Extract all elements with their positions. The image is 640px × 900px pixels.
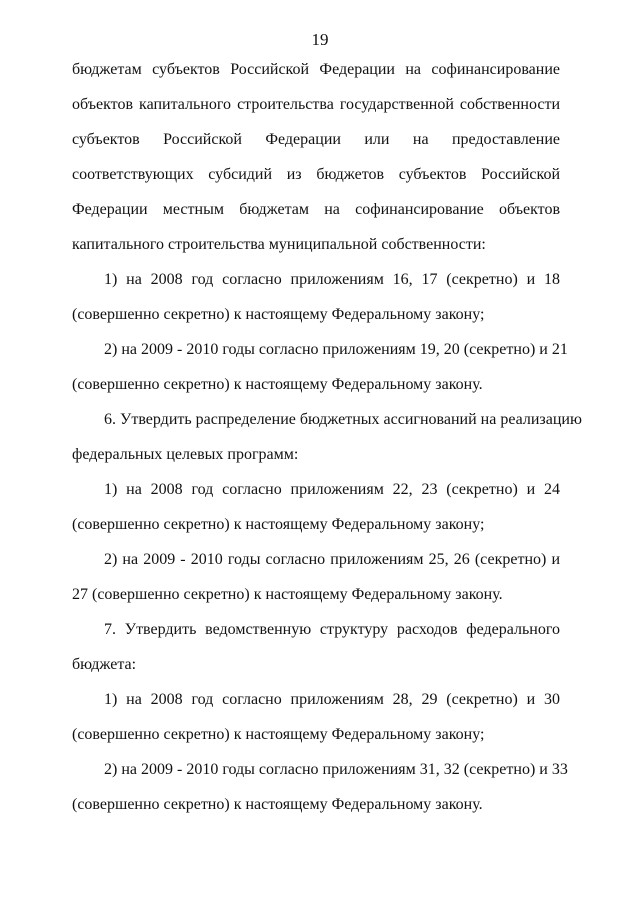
text-line: 1) на 2008 год согласно приложениям 16, 17 (секретно) и 18 (104, 271, 560, 288)
text-line: (совершенно секретно) к настоящему Федеральному закону; (72, 726, 485, 743)
text-line: (совершенно секретно) к настоящему Федеральному закону. (72, 376, 483, 393)
text-line: Федерации местным бюджетам на софинансирование объектов (72, 201, 560, 218)
text-line: 6. Утвердить распределение бюджетных ассигнований на реализацию (104, 411, 582, 428)
text-line: бюджетам субъектов Российской Федерации на софинансирование (72, 61, 560, 78)
text-line: (совершенно секретно) к настоящему Федеральному закону; (72, 306, 485, 323)
text-line: 1) на 2008 год согласно приложениям 28, 29 (секретно) и 30 (104, 691, 560, 708)
text-line: капитального строительства муниципальной собственности: (72, 236, 486, 253)
text-line: 2) на 2009 - 2010 годы согласно приложениям 25, 26 (секретно) и (104, 551, 560, 568)
page-number: 19 (311, 30, 329, 49)
text-line: объектов капитального строительства государственной собственности (72, 96, 560, 113)
text-line: 2) на 2009 - 2010 годы согласно приложениям 31, 32 (секретно) и 33 (104, 761, 568, 778)
text-line: (совершенно секретно) к настоящему Федеральному закону; (72, 516, 485, 533)
text-line: 1) на 2008 год согласно приложениям 22, 23 (секретно) и 24 (104, 481, 560, 498)
text-line: бюджета: (72, 656, 137, 673)
text-line: 27 (совершенно секретно) к настоящему Федеральному закону. (72, 586, 503, 603)
text-line: федеральных целевых программ: (72, 446, 299, 463)
text-line: субъектов Российской Федерации или на предоставление (72, 131, 560, 148)
text-line: соответствующих субсидий из бюджетов субъектов Российской (72, 166, 560, 183)
text-line: 2) на 2009 - 2010 годы согласно приложениям 19, 20 (секретно) и 21 (104, 341, 568, 358)
text-line: 7. Утвердить ведомственную структуру расходов федерального (104, 621, 560, 638)
text-line: (совершенно секретно) к настоящему Федеральному закону. (72, 796, 483, 813)
